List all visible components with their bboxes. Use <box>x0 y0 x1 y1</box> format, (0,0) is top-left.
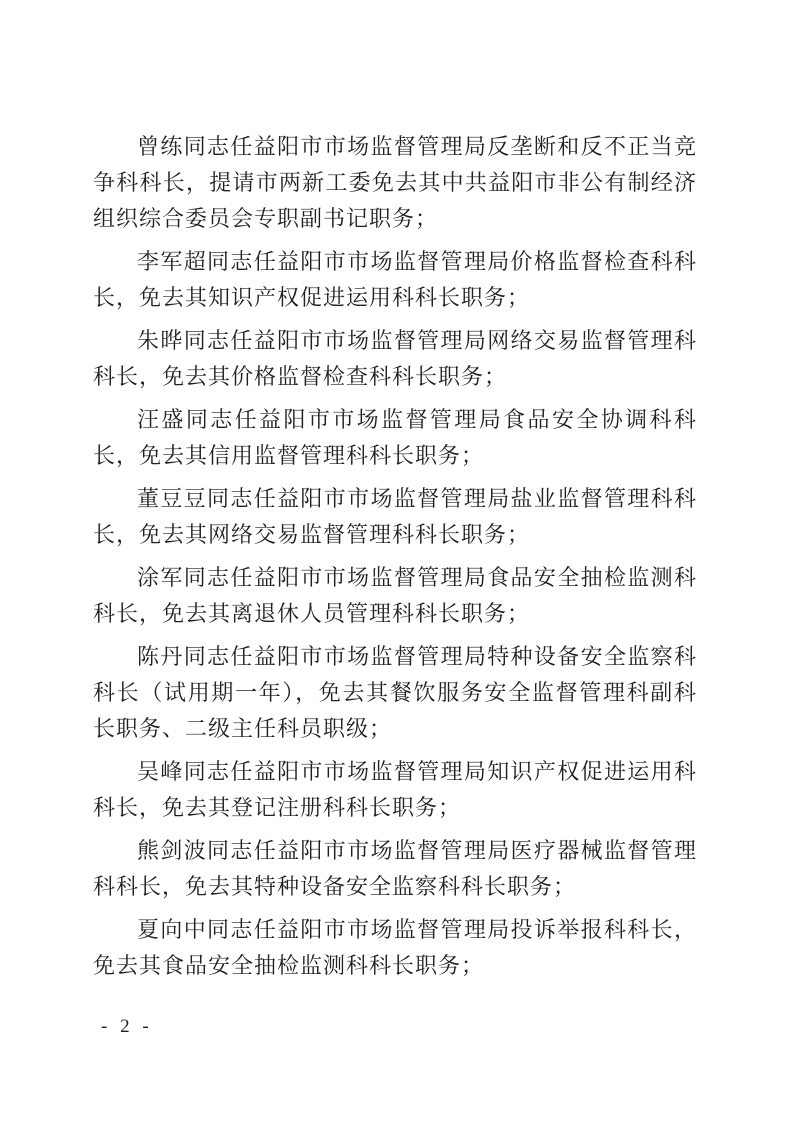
paragraph-appointment-3: 朱晔同志任益阳市市场监督管理局网络交易监督管理科科长，免去其价格监督检查科科长职务； <box>93 328 697 389</box>
paragraph-appointment-7: 陈丹同志任益阳市市场监督管理局特种设备安全监察科科长（试用期一年），免去其餐饮服务安全监督管理科副科长职务、二级主任科员职级； <box>93 644 697 741</box>
page-number: - 2 - <box>101 1016 153 1037</box>
paragraph-appointment-10: 夏向中同志任益阳市市场监督管理局投诉举报科科长，免去其食品安全抽检监测科科长职务； <box>93 917 697 978</box>
paragraph-appointment-9: 熊剑波同志任益阳市市场监督管理局医疗器械监督管理科科长，免去其特种设备安全监察科科长职务； <box>93 838 697 899</box>
paragraph-appointment-4: 汪盛同志任益阳市市场监督管理局食品安全协调科科长，免去其信用监督管理科科长职务； <box>93 407 697 468</box>
paragraph-appointment-8: 吴峰同志任益阳市市场监督管理局知识产权促进运用科科长，免去其登记注册科科长职务； <box>93 759 697 820</box>
paragraph-appointment-5: 董豆豆同志任益阳市市场监督管理局盐业监督管理科科长，免去其网络交易监督管理科科长职务； <box>93 486 697 547</box>
paragraph-appointment-2: 李军超同志任益阳市市场监督管理局价格监督检查科科长，免去其知识产权促进运用科科长职务； <box>93 249 697 310</box>
paragraph-appointment-1: 曾练同志任益阳市市场监督管理局反垄断和反不正当竞争科科长，提请市两新工委免去其中共益阳市非公有制经济组织综合委员会专职副书记职务； <box>93 134 697 231</box>
document-body <box>93 129 697 991</box>
paragraph-appointment-6: 涂军同志任益阳市市场监督管理局食品安全抽检监测科科长，免去其离退休人员管理科科长职务； <box>93 565 697 626</box>
